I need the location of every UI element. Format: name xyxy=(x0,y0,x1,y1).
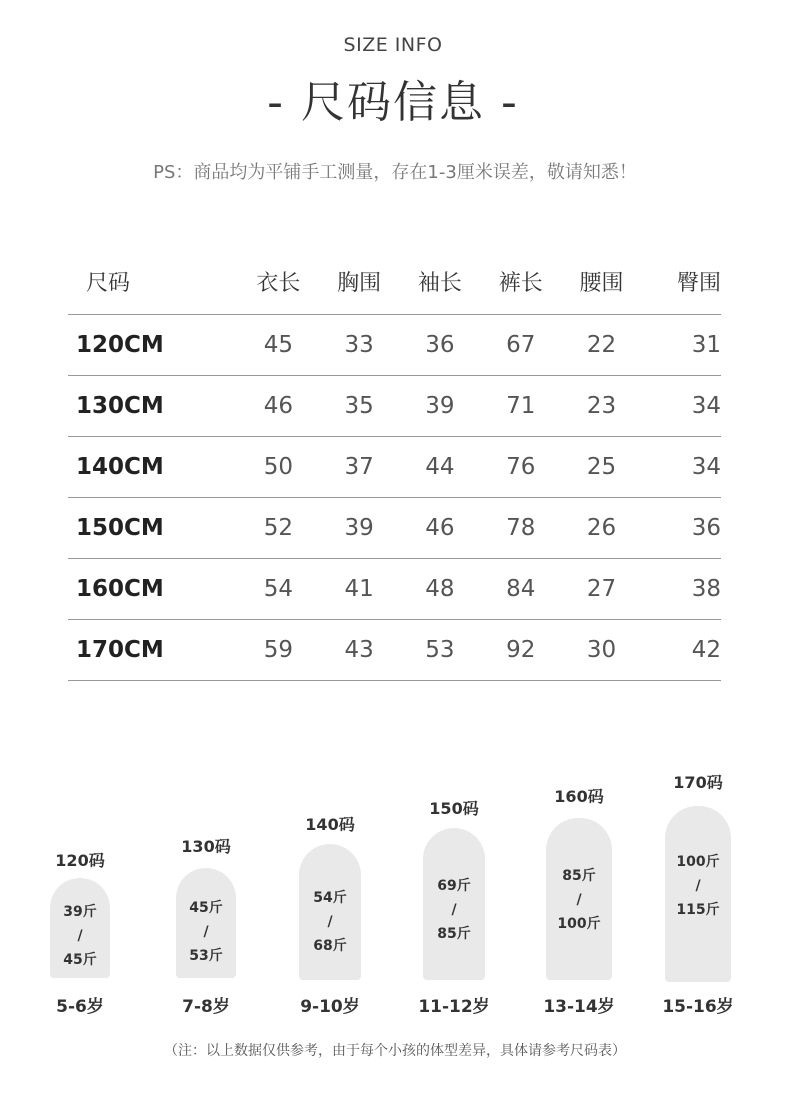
figure-age: 5-6岁 xyxy=(56,997,104,1017)
table-cell: 31 xyxy=(642,315,721,376)
figure-weight-max: 53斤 xyxy=(189,948,223,964)
table-row xyxy=(68,498,721,559)
table-cell: 34 xyxy=(642,376,721,437)
table-cell: 46 xyxy=(238,376,319,437)
figure-age: 11-12岁 xyxy=(418,997,490,1017)
table-cell: 26 xyxy=(561,498,642,559)
figure-weight-max: 100斤 xyxy=(557,916,601,932)
table-cell: 67 xyxy=(480,315,561,376)
figure-weight-separator: / xyxy=(576,892,582,908)
table-cell: 30 xyxy=(561,620,642,681)
table-cell: 48 xyxy=(400,559,481,620)
size-cell: 140CM xyxy=(68,437,238,498)
measurement-note: PS：商品均为平铺手工测量，存在1-3厘米误差，敬请知悉！ xyxy=(153,162,637,183)
table-cell: 39 xyxy=(319,498,400,559)
table-cell: 23 xyxy=(561,376,642,437)
figure-weight-min: 54斤 xyxy=(313,890,347,906)
figure-weight-max: 115斤 xyxy=(676,902,720,918)
figure-age: 15-16岁 xyxy=(662,997,734,1017)
figure-weight-min: 69斤 xyxy=(437,878,471,894)
column-header: 衣长 xyxy=(238,248,319,315)
size-figure-160 xyxy=(529,778,629,1020)
size-cell: 150CM xyxy=(68,498,238,559)
figure-size-code: 130码 xyxy=(181,837,231,856)
size-figure-150 xyxy=(404,790,504,1020)
column-header: 裤长 xyxy=(480,248,561,315)
table-cell: 71 xyxy=(480,376,561,437)
size-figure-130 xyxy=(156,826,256,1020)
size-figure-120 xyxy=(30,840,130,1020)
table-cell: 43 xyxy=(319,620,400,681)
figure-age: 7-8岁 xyxy=(182,997,230,1017)
table-cell: 50 xyxy=(238,437,319,498)
table-cell: 36 xyxy=(642,498,721,559)
table-cell: 34 xyxy=(642,437,721,498)
page-title: - 尺码信息 - xyxy=(267,77,519,128)
figure-weight-min: 45斤 xyxy=(189,900,223,916)
table-cell: 54 xyxy=(238,559,319,620)
table-cell: 84 xyxy=(480,559,561,620)
figure-weight-separator: / xyxy=(451,902,457,918)
figure-weight-separator: / xyxy=(327,914,333,930)
size-figure-140 xyxy=(280,804,380,1020)
figure-weight-max: 45斤 xyxy=(63,952,97,968)
table-cell: 78 xyxy=(480,498,561,559)
table-cell: 36 xyxy=(400,315,481,376)
table-cell: 42 xyxy=(642,620,721,681)
table-cell: 25 xyxy=(561,437,642,498)
table-cell: 59 xyxy=(238,620,319,681)
column-header: 臀围 xyxy=(642,248,721,315)
table-row xyxy=(68,376,721,437)
table-cell: 33 xyxy=(319,315,400,376)
table-cell: 37 xyxy=(319,437,400,498)
figure-size-code: 120码 xyxy=(55,851,105,870)
table-row xyxy=(68,437,721,498)
table-cell: 22 xyxy=(561,315,642,376)
size-cell: 120CM xyxy=(68,315,238,376)
figure-weight-max: 68斤 xyxy=(313,938,347,954)
table-cell: 52 xyxy=(238,498,319,559)
table-cell: 76 xyxy=(480,437,561,498)
table-header-row xyxy=(68,248,721,315)
figure-size-code: 150码 xyxy=(429,799,479,818)
column-header: 袖长 xyxy=(400,248,481,315)
table-cell: 41 xyxy=(319,559,400,620)
figure-weight-min: 85斤 xyxy=(562,868,596,884)
figure-size-code: 170码 xyxy=(673,773,723,792)
table-row xyxy=(68,620,721,681)
figure-weight-separator: / xyxy=(695,878,701,894)
figure-age: 9-10岁 xyxy=(300,997,360,1017)
subtitle: SIZE INFO xyxy=(343,34,443,56)
column-header: 胸围 xyxy=(319,248,400,315)
table-cell: 38 xyxy=(642,559,721,620)
figure-weight-max: 85斤 xyxy=(437,926,471,942)
figure-weight-separator: / xyxy=(77,928,83,944)
figure-weight-min: 39斤 xyxy=(63,904,97,920)
table-row xyxy=(68,315,721,376)
figure-weight-separator: / xyxy=(203,924,209,940)
size-figure-170 xyxy=(648,764,748,1020)
table-row xyxy=(68,559,721,620)
table-cell: 39 xyxy=(400,376,481,437)
column-header: 腰围 xyxy=(561,248,642,315)
figure-size-code: 140码 xyxy=(305,815,355,834)
figure-size-code: 160码 xyxy=(554,787,604,806)
table-cell: 53 xyxy=(400,620,481,681)
table-cell: 35 xyxy=(319,376,400,437)
table-cell: 46 xyxy=(400,498,481,559)
table-cell: 92 xyxy=(480,620,561,681)
size-cell: 130CM xyxy=(68,376,238,437)
table-cell: 45 xyxy=(238,315,319,376)
figure-weight-min: 100斤 xyxy=(676,854,720,870)
footnote: （注：以上数据仅供参考，由于每个小孩的体型差异，具体请参考尺码表） xyxy=(164,1043,626,1059)
table-cell: 44 xyxy=(400,437,481,498)
size-table xyxy=(68,248,721,681)
size-cell: 170CM xyxy=(68,620,238,681)
size-cell: 160CM xyxy=(68,559,238,620)
table-cell: 27 xyxy=(561,559,642,620)
figure-age: 13-14岁 xyxy=(543,997,615,1017)
column-header: 尺码 xyxy=(68,248,238,315)
